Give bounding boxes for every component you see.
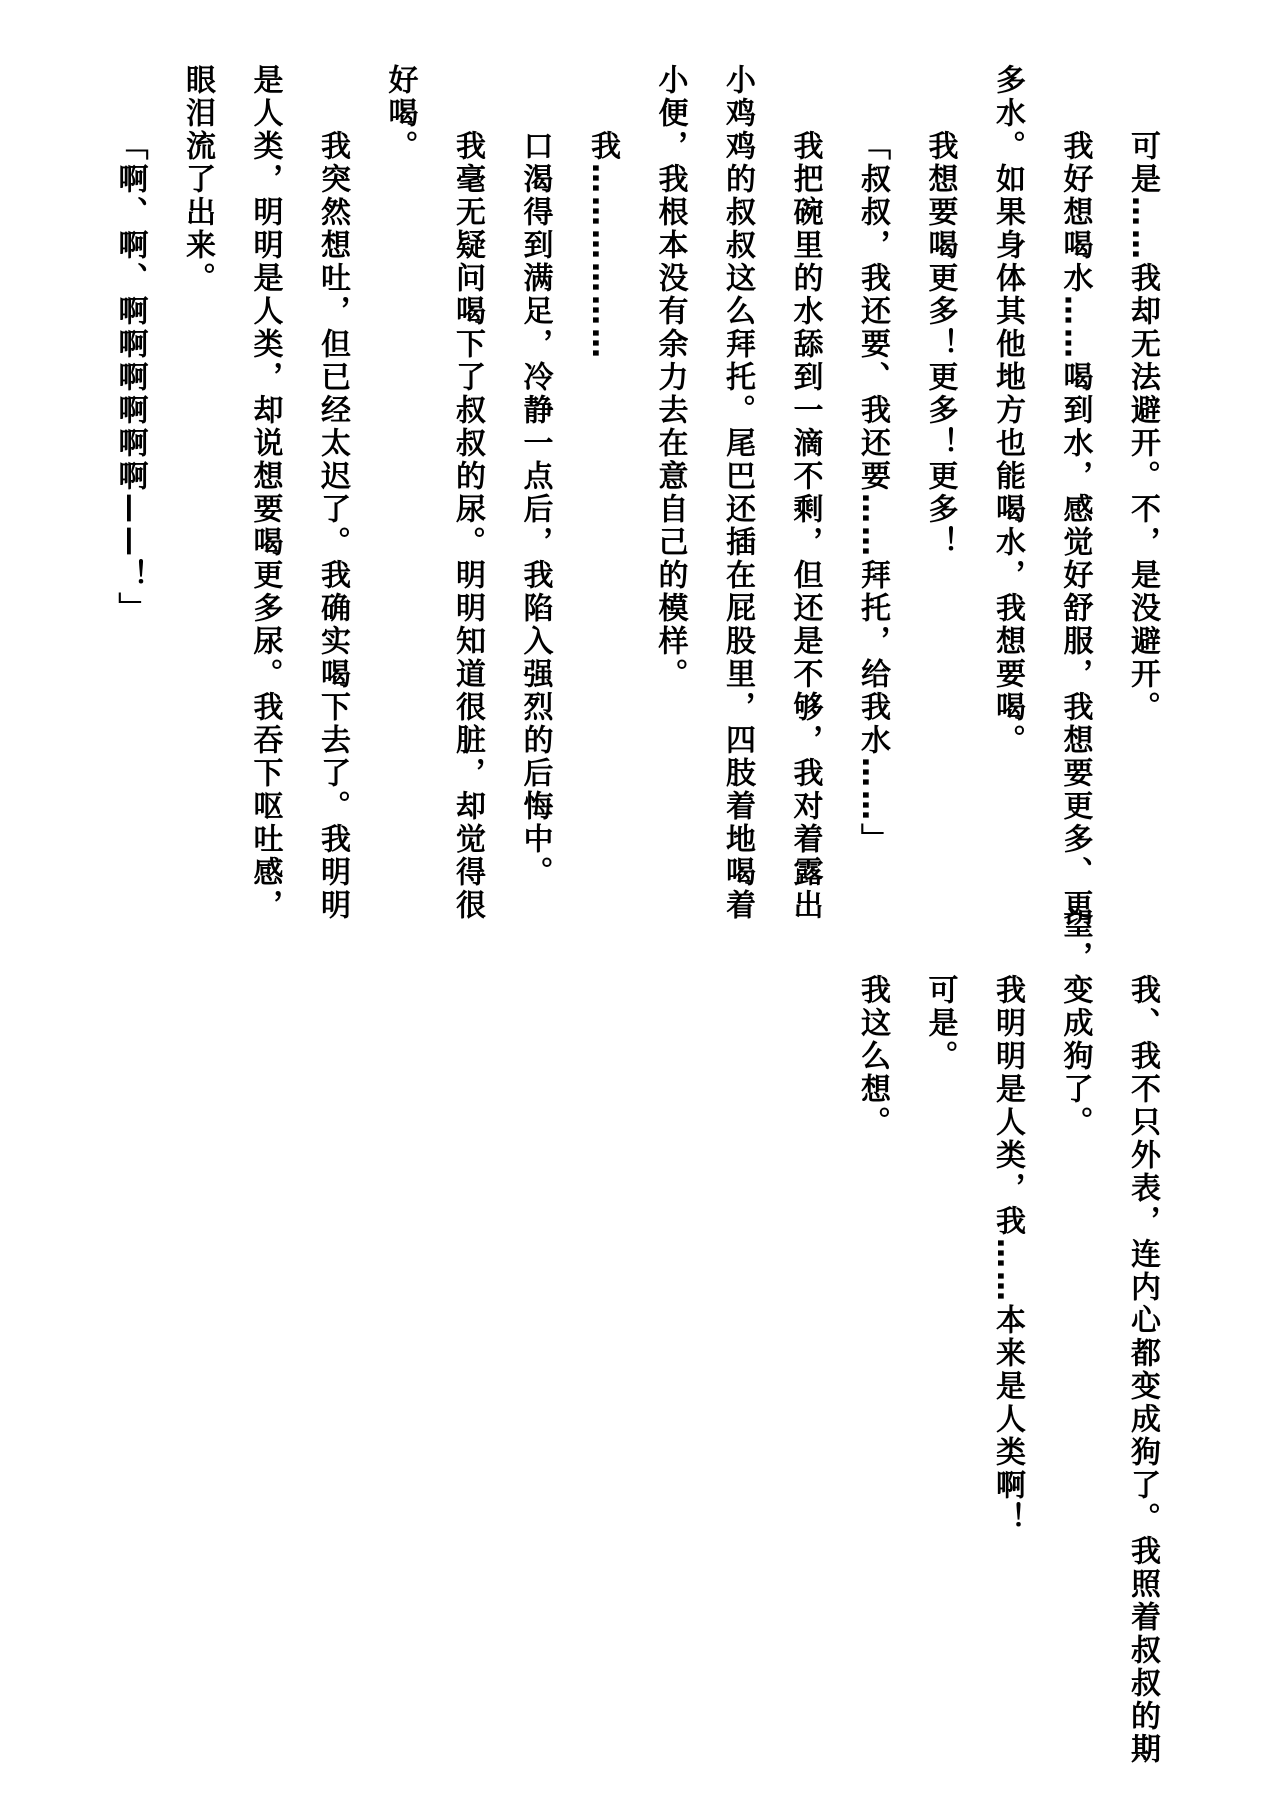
- text-column-6: 我把碗里的水舔到一滴不剩，但还是不够，我对着露出: [787, 130, 823, 922]
- text-column-2: 我好想喝水……喝到水，感觉好舒服，我想要更多、更: [1057, 130, 1093, 922]
- text-column-19: 我明明是人类，我……本来是人类啊！: [990, 974, 1025, 1535]
- text-column-13: 我突然想吐，但已经太迟了。我确实喝下去了。我明明: [315, 130, 350, 922]
- text-block-top: [96, 64, 1176, 922]
- text-column-10: 口渴得到满足，冷静一点后，我陷入强烈的后悔中。: [517, 130, 553, 889]
- text-column-12: 好喝。: [382, 64, 418, 163]
- text-block-bottom: [839, 908, 1177, 1766]
- text-column-20: 可是。: [922, 974, 958, 1073]
- text-column-5: 「叔叔，我还要、我还要……拜托，给我水……」: [855, 130, 890, 856]
- text-column-4: 我想要喝更多！更多！更多！: [922, 130, 958, 559]
- text-column-3: 多水。如果身体其他地方也能喝水，我想要喝。: [990, 64, 1025, 757]
- text-column-15: 眼泪流了出来。: [180, 64, 215, 295]
- text-column-1: 可是……我却无法避开。不，是没避开。: [1125, 130, 1160, 724]
- text-column-21: 我这么想。: [855, 974, 890, 1139]
- text-column-17: 我、我不只外表，连内心都变成狗了。我照着叔叔的期: [1125, 974, 1160, 1766]
- text-column-11: 我毫无疑问喝下了叔叔的尿。明明知道很脏，却觉得很: [450, 130, 485, 922]
- text-column-16: 「啊、啊、啊啊啊啊啊啊——！」: [112, 130, 148, 625]
- text-column-8: 小便，我根本没有余力去在意自己的模样。: [652, 64, 688, 691]
- text-column-18: 望，变成狗了。: [1057, 908, 1093, 1139]
- text-column-7: 小鸡鸡的叔叔这么拜托。尾巴还插在屁股里，四肢着地喝着: [720, 64, 755, 922]
- text-column-9: 我………………: [585, 130, 620, 361]
- text-column-14: 是人类，明明是人类，却说想要喝更多尿。我吞下呕吐感，: [247, 64, 283, 922]
